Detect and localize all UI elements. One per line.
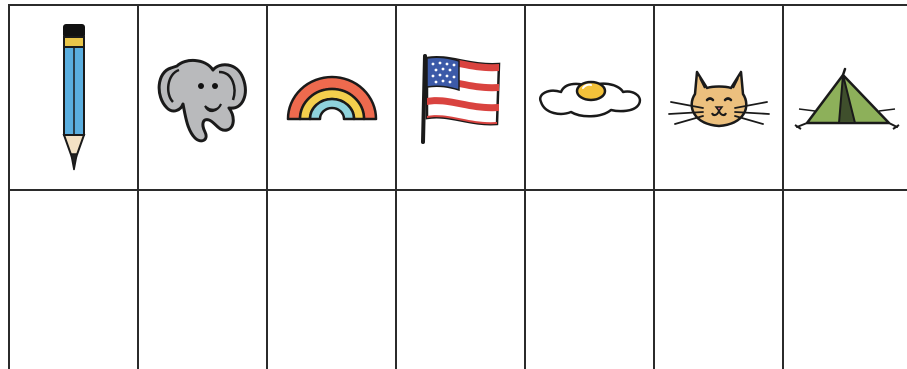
picture-cell-4 [397,5,524,190]
answer-cell-5[interactable] [526,191,653,369]
picture-cell-2 [139,5,266,190]
cat-icon [667,62,771,134]
picture-cell-3 [268,5,395,190]
tent-icon [793,65,899,131]
answer-cell-7[interactable] [784,191,907,369]
answer-cell-6[interactable] [655,191,782,369]
picture-cell-1 [10,5,137,190]
answer-cell-3[interactable] [268,191,395,369]
picture-cell-7 [784,5,907,190]
answer-cell-2[interactable] [139,191,266,369]
fried-egg-icon [535,76,645,120]
rainbow-icon [284,73,380,123]
american-flag-icon [419,52,503,144]
answer-cell-4[interactable] [397,191,524,369]
answer-cell-1[interactable] [10,191,137,369]
picture-cell-6 [655,5,782,190]
elephant-icon [153,48,253,148]
pencil-icon [59,23,89,173]
picture-cell-5 [526,5,653,190]
